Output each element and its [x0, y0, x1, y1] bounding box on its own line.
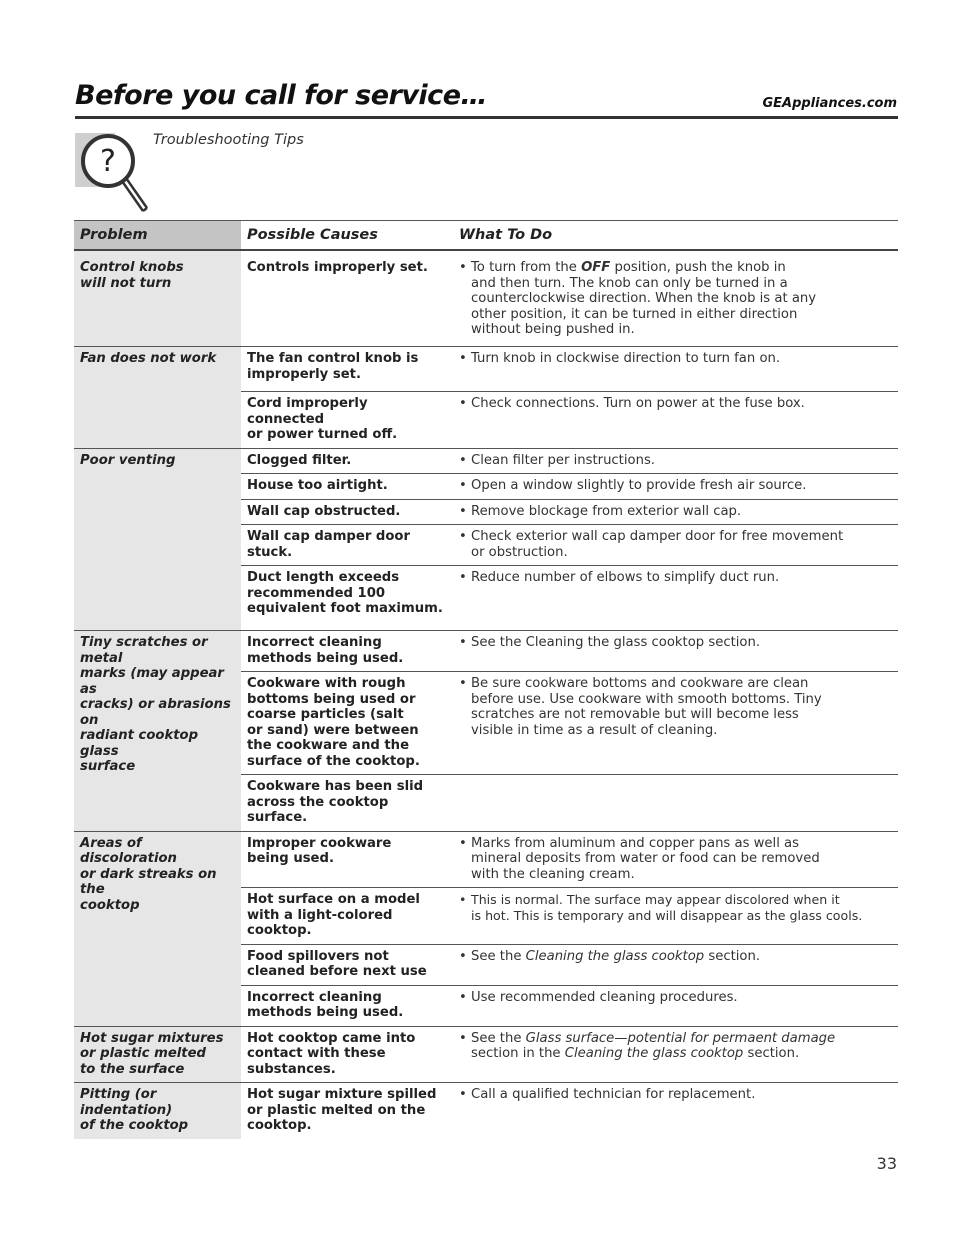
todo-cell: • Clean filter per instructions.	[453, 448, 898, 474]
table-row	[74, 631, 898, 672]
todo-cell: • To turn from the OFF position, push the knob in and then turn. The knob can only be turned in a counterclockwise direction. When the knob is at any other position, it can be turned in either direction without being pushed in.	[453, 250, 898, 347]
cause-cell: Hot surface on a model with a light-colored cooktop.	[241, 888, 453, 945]
table-row	[74, 1083, 898, 1139]
cause-cell: Duct length exceeds recommended 100 equivalent foot maximum.	[241, 566, 453, 631]
problem-cell: Pitting (or indentation) of the cooktop	[74, 1083, 241, 1139]
todo-cell: • Remove blockage from exterior wall cap.	[453, 499, 898, 525]
title-divider	[75, 116, 898, 119]
section-subtitle: Troubleshooting Tips	[153, 132, 304, 148]
todo-cell: • Use recommended cleaning procedures.	[453, 985, 898, 1026]
todo-cell	[453, 775, 898, 832]
page-number: 33	[876, 1154, 897, 1173]
cause-cell: Hot cooktop came into contact with these substances.	[241, 1026, 453, 1083]
problem-cell: Tiny scratches or metal marks (may appear as cracks) or abrasions on radiant cooktop glass surface	[74, 631, 241, 832]
cause-cell: Wall cap damper door stuck.	[241, 525, 453, 566]
table-row	[74, 250, 898, 347]
question-magnifier-icon	[75, 131, 155, 216]
cause-cell: The fan control knob is improperly set.	[241, 347, 453, 392]
table-header-row	[74, 221, 898, 251]
table-row	[74, 448, 898, 474]
table-row	[74, 831, 898, 888]
page-title: Before you call for service…	[75, 80, 488, 111]
problem-cell: Fan does not work	[74, 347, 241, 449]
cause-cell: House too airtight.	[241, 474, 453, 500]
todo-cell: • Check connections. Turn on power at the fuse box.	[453, 392, 898, 449]
cause-cell: Hot sugar mixture spilled or plastic melted on the cooktop.	[241, 1083, 453, 1139]
todo-cell: • Check exterior wall cap damper door for free movement or obstruction.	[453, 525, 898, 566]
problem-cell: Poor venting	[74, 448, 241, 631]
todo-cell: • Open a window slightly to provide fresh air source.	[453, 474, 898, 500]
cause-cell: Cookware has been slid across the cooktop surface.	[241, 775, 453, 832]
column-header-todo: What To Do	[453, 221, 898, 251]
problem-cell: Hot sugar mixtures or plastic melted to the surface	[74, 1026, 241, 1083]
todo-cell: • Be sure cookware bottoms and cookware are clean before use. Use cookware with smooth bottoms. Tiny scratches are not removable but will become less visible in time as a result of cleaning.	[453, 672, 898, 775]
todo-cell: • See the Cleaning the glass cooktop section.	[453, 631, 898, 672]
todo-cell: • Turn knob in clockwise direction to turn fan on.	[453, 347, 898, 392]
todo-cell: • Reduce number of elbows to simplify duct run.	[453, 566, 898, 631]
cause-cell: Wall cap obstructed.	[241, 499, 453, 525]
todo-cell: • This is normal. The surface may appear discolored when it is hot. This is temporary and will disappear as the glass cools.	[453, 888, 898, 945]
troubleshooting-table	[74, 220, 898, 1139]
todo-cell: • See the Glass surface—potential for permaent damage section in the Cleaning the glass cooktop section.	[453, 1026, 898, 1083]
todo-cell: • See the Cleaning the glass cooktop section.	[453, 944, 898, 985]
column-header-causes: Possible Causes	[241, 221, 453, 251]
cause-cell: Controls improperly set.	[241, 250, 453, 347]
table-row	[74, 1026, 898, 1083]
column-header-problem: Problem	[74, 221, 241, 251]
cause-cell: Improper cookware being used.	[241, 831, 453, 888]
cause-cell: Incorrect cleaning methods being used.	[241, 985, 453, 1026]
cause-cell: Clogged filter.	[241, 448, 453, 474]
site-url: GEAppliances.com	[762, 96, 897, 111]
cause-cell: Incorrect cleaning methods being used.	[241, 631, 453, 672]
cause-cell: Cookware with rough bottoms being used or coarse particles (salt or sand) were between the cookware and the surface of the cooktop.	[241, 672, 453, 775]
svg-text:?: ?	[100, 144, 116, 179]
table-row	[74, 347, 898, 392]
cause-cell: Cord improperly connected or power turned off.	[241, 392, 453, 449]
problem-cell: Control knobs will not turn	[74, 250, 241, 347]
problem-cell: Areas of discoloration or dark streaks on the cooktop	[74, 831, 241, 1026]
cause-cell: Food spillovers not cleaned before next use	[241, 944, 453, 985]
todo-cell: • Marks from aluminum and copper pans as well as mineral deposits from water or food can be removed with the cleaning cream.	[453, 831, 898, 888]
todo-cell: • Call a qualified technician for replacement.	[453, 1083, 898, 1139]
